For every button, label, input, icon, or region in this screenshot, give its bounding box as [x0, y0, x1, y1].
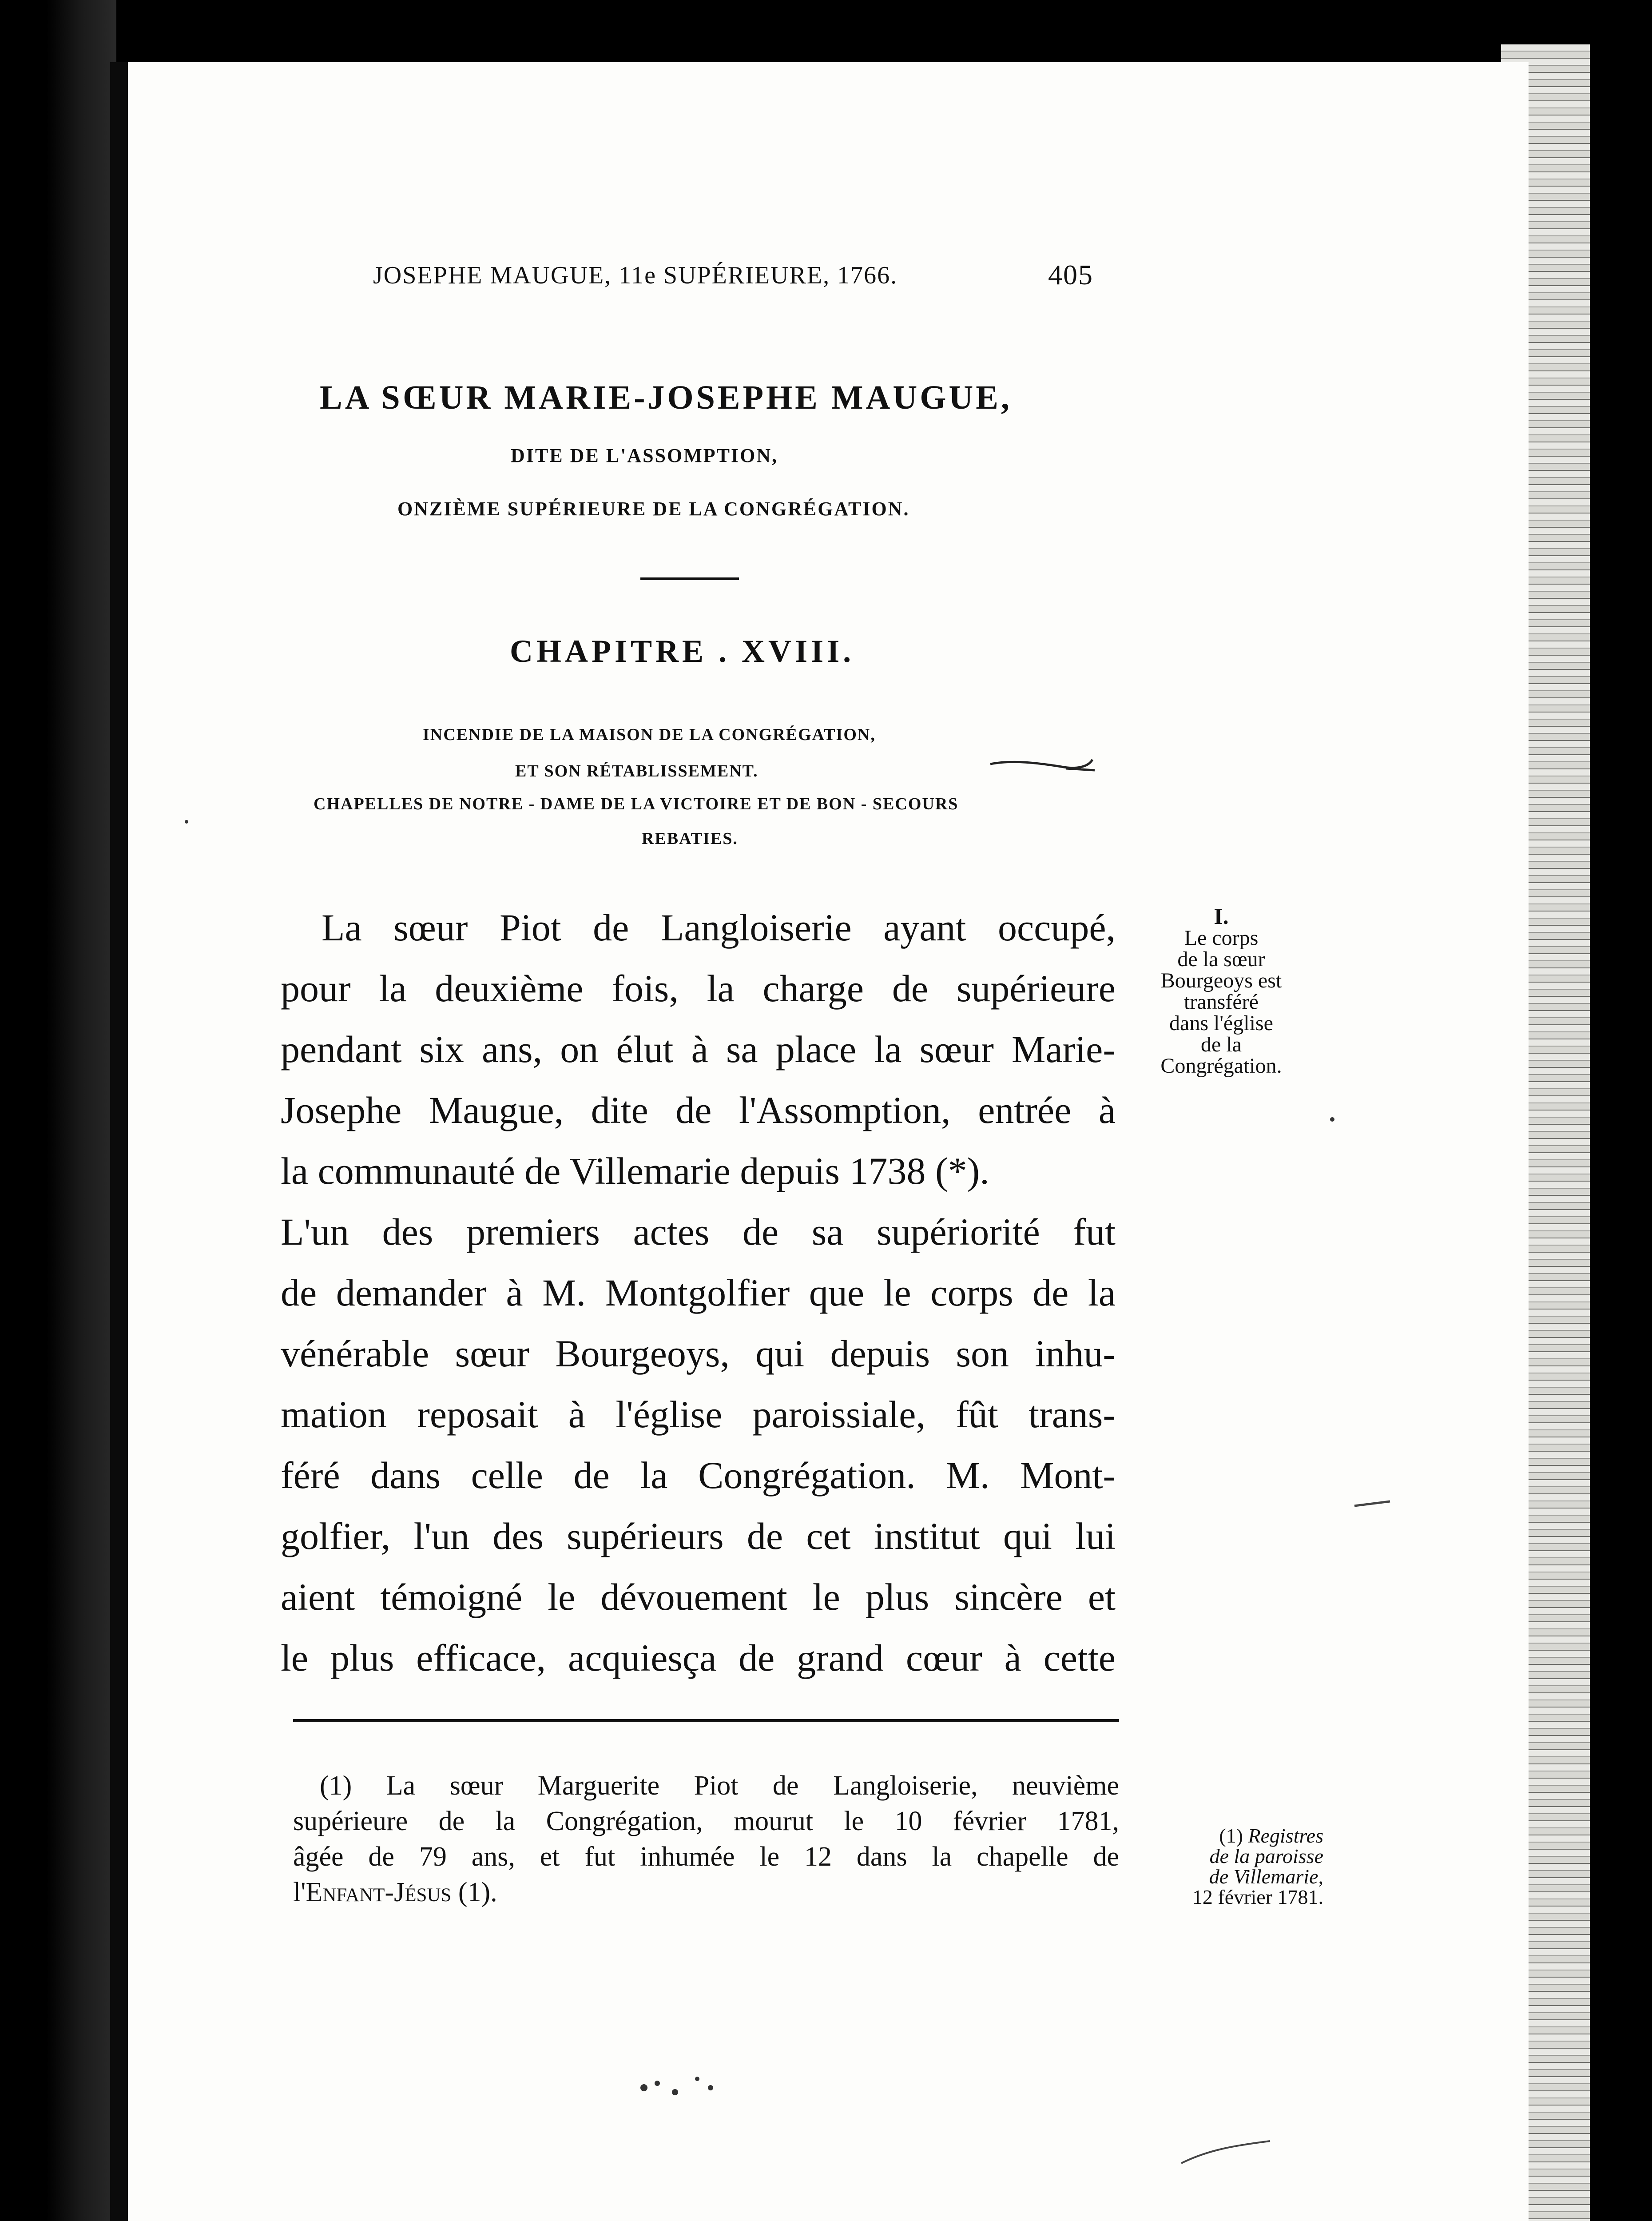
margin-note-line: transféré: [1184, 990, 1259, 1014]
footnote-line: supérieure de la Congrégation, mourut le 10 février 1781,: [293, 1806, 1119, 1836]
side-footnote-line: de Villemarie,: [1209, 1865, 1323, 1888]
margin-note-line: Le corps: [1184, 926, 1259, 950]
body-line: la communauté de Villemarie depuis 1738 (*).: [281, 1150, 989, 1192]
body-line: pendant six ans, on élut à sa place la sœur Marie-: [281, 1028, 1116, 1071]
body-line: pour la deuxième fois, la charge de supérieure: [281, 967, 1116, 1010]
footnote-rule: [293, 1719, 1119, 1722]
body-line: féré dans celle de la Congrégation. M. Mont-: [281, 1454, 1116, 1497]
body-line: vénérable sœur Bourgeoys, qui depuis son inhu-: [281, 1332, 1116, 1375]
side-footnote-line: de la paroisse: [1209, 1845, 1323, 1867]
page-number: 405: [1048, 259, 1093, 291]
footnote-line: (1) La sœur Marguerite Piot de Langloiserie, neuvième: [320, 1771, 1119, 1801]
body-line: Josephe Maugue, dite de l'Assomption, entrée à: [281, 1089, 1116, 1131]
body-line: aient témoigné le dévouement le plus sincère et: [281, 1576, 1116, 1618]
side-footnote-line: [1137, 1826, 1323, 1846]
section-subtitle: DITE DE L'ASSOMPTION,: [511, 445, 778, 466]
margin-note-line: dans l'église: [1169, 1011, 1273, 1035]
binding-strip: [110, 62, 128, 2221]
body-line: L'un des premiers actes de sa supériorité fut: [281, 1210, 1116, 1253]
running-title: JOSEPHE MAUGUE, 11e SUPÉRIEURE, 1766.: [373, 262, 898, 289]
body-line: le plus efficace, acquiesça de grand cœur à cette: [281, 1636, 1116, 1679]
margin-note: [1128, 906, 1314, 1077]
side-footnote-line: 12 février 1781.: [1192, 1886, 1323, 1908]
footnote-suffix: (1).: [451, 1877, 497, 1907]
footnote-line: âgée de 79 ans, et fut inhumée le 12 dans la chapelle de: [293, 1842, 1119, 1872]
footnote-chapel-name: Enfant-Jésus: [306, 1877, 452, 1907]
chapter-heading: CHAPITRE . XVIII.: [510, 633, 855, 669]
footnote-line: [293, 1875, 1119, 1910]
chapter-summary-line: ET SON RÉTABLISSEMENT.: [515, 762, 758, 780]
chapter-summary-line: CHAPELLES DE NOTRE - DAME DE LA VICTOIRE ET DE BON - SECOURS: [314, 795, 959, 813]
footnote: [293, 1768, 1119, 1910]
footnote-prefix: l': [293, 1877, 306, 1907]
chapter-summary-line: INCENDIE DE LA MAISON DE LA CONGRÉGATION,: [423, 725, 876, 744]
body-line: de demander à M. Montgolfier que le corps de la: [281, 1271, 1116, 1314]
ink-flourish: [986, 746, 1101, 782]
book-binding: [0, 0, 116, 2221]
chapter-summary-line: REBATIES.: [642, 829, 738, 848]
margin-note-numeral: I.: [1214, 904, 1229, 929]
body-line: La sœur Piot de Langloiserie ayant occupé,: [322, 906, 1116, 949]
section-subtitle-2: ONZIÈME SUPÉRIEURE DE LA CONGRÉGATION.: [397, 498, 910, 520]
section-title: LA SŒUR MARIE-JOSEPHE MAUGUE,: [320, 379, 1012, 416]
body-paragraph: [281, 897, 1116, 1688]
side-footnote-marker: (1): [1219, 1824, 1243, 1847]
body-line: golfier, l'un des supérieurs de cet institut qui lui: [281, 1515, 1116, 1557]
side-footnote-text: Registres: [1248, 1824, 1323, 1847]
side-footnote: [1137, 1826, 1323, 1907]
body-line: mation reposait à l'église paroissiale, fût trans-: [281, 1393, 1116, 1436]
margin-note-line: Bourgeoys est: [1160, 969, 1282, 992]
margin-note-line: de la: [1201, 1033, 1242, 1056]
running-header: [373, 261, 1101, 290]
margin-note-line: de la sœur: [1177, 947, 1265, 971]
margin-note-line: Congrégation.: [1160, 1054, 1282, 1078]
divider-rule: [640, 577, 739, 580]
